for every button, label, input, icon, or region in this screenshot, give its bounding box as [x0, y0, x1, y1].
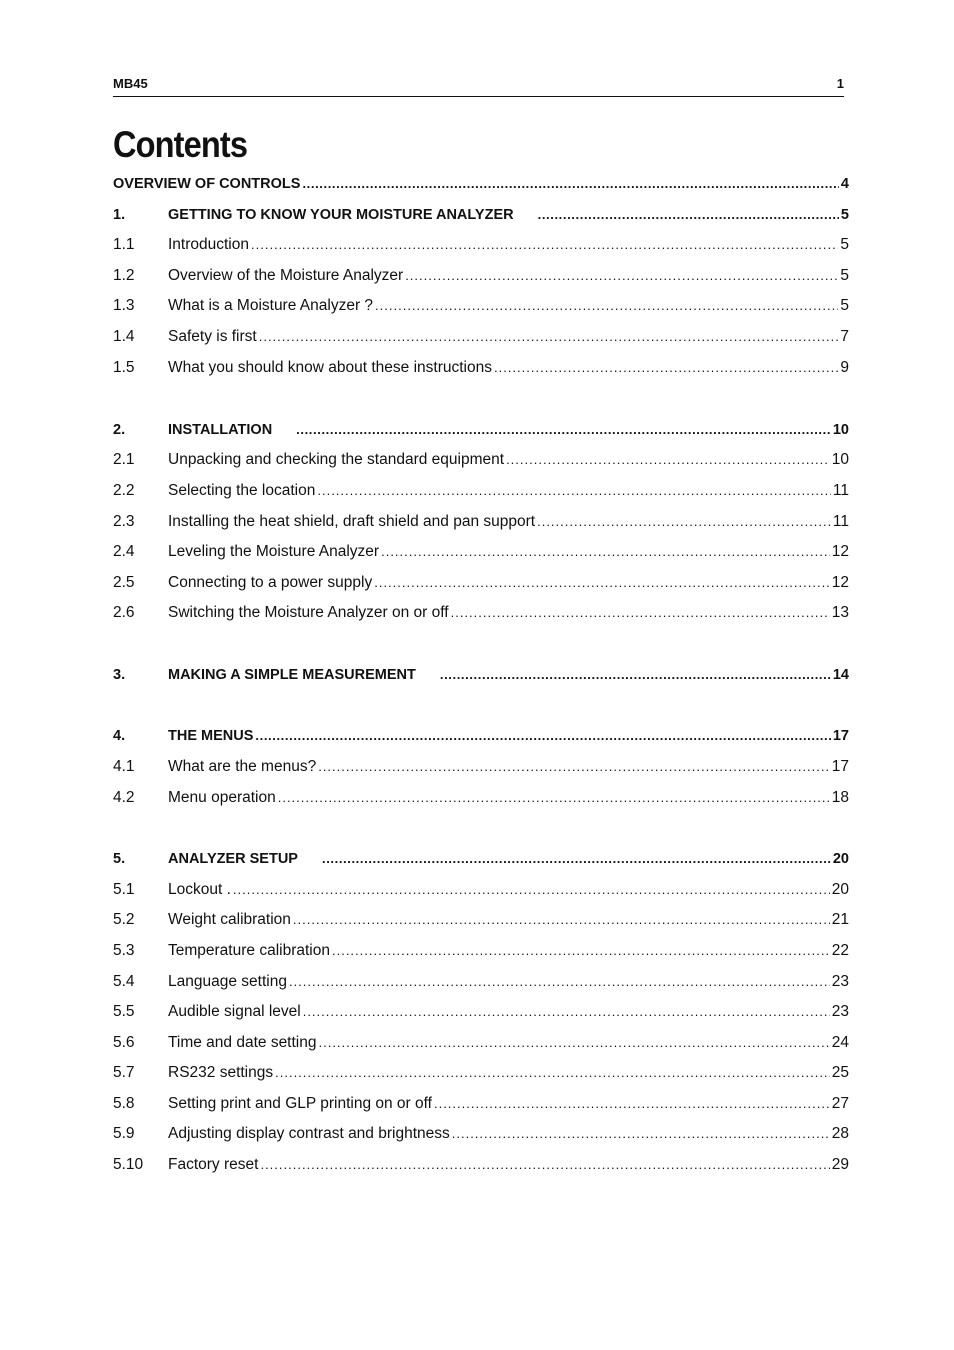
toc-dot-leader: [434, 1094, 830, 1114]
page-title: Contents: [113, 124, 248, 165]
toc-entry-title: ANALYZER SETUP: [168, 851, 298, 867]
toc-entry-number: 2.4: [113, 543, 135, 560]
toc-entry-title: Audible signal level: [168, 1003, 301, 1020]
toc-entry-title: Introduction: [168, 236, 249, 253]
toc-dot-leader: [452, 1124, 830, 1144]
doc-code: MB45: [113, 76, 148, 91]
toc-dot-leader: [318, 1033, 829, 1053]
toc-entry-number: 2.: [113, 422, 126, 438]
toc-dot-leader: [296, 420, 831, 440]
toc-entry-title: Language setting: [168, 973, 287, 990]
toc-entry-number: 1.4: [113, 328, 135, 345]
toc-dot-leader: [506, 450, 830, 470]
toc-entry-title: Time and date setting: [168, 1034, 317, 1051]
toc-entry-number: 1.1: [113, 236, 135, 253]
toc-entry-page: 28: [831, 1125, 849, 1142]
toc-entry-number: 5.5: [113, 1003, 135, 1020]
toc-dot-leader: [538, 205, 839, 225]
toc-entry-title: Weight calibration: [168, 911, 291, 928]
toc-entry[interactable]: [113, 937, 849, 961]
toc-entry[interactable]: [113, 599, 849, 623]
toc-entry-page: 5: [840, 236, 849, 253]
toc-entry-number: 1.5: [113, 359, 135, 376]
toc-entry[interactable]: [113, 661, 849, 685]
toc-dot-leader: [302, 174, 838, 194]
toc-entry-page: 27: [831, 1095, 849, 1112]
toc-dot-leader: [318, 757, 830, 777]
page-number: 1: [836, 76, 844, 91]
toc-entry-page: 5: [840, 207, 849, 223]
toc-entry-title: Temperature calibration: [168, 942, 330, 959]
toc-entry[interactable]: [113, 753, 849, 777]
toc-dot-leader: [494, 358, 838, 378]
toc-dot-leader: [251, 235, 838, 255]
toc-dot-leader: [303, 1002, 830, 1022]
toc-entry-page: 13: [831, 604, 849, 621]
toc-entry-number: 5.4: [113, 973, 135, 990]
toc-dot-leader: [275, 1063, 830, 1083]
page-header: [113, 76, 844, 97]
toc-entry[interactable]: [113, 446, 849, 470]
toc-entry[interactable]: [113, 998, 849, 1022]
toc-entry-title: What is a Moisture Analyzer ?: [168, 297, 374, 314]
toc-entry-title: Selecting the location: [168, 482, 316, 499]
toc-entry-title: Safety is first: [168, 328, 257, 345]
toc-entry[interactable]: [113, 876, 849, 900]
toc-entry-title: Lockout .: [168, 881, 231, 898]
toc-entry[interactable]: [113, 292, 849, 316]
toc-entry-page: 23: [831, 973, 849, 990]
toc-entry-number: 1.: [113, 207, 126, 223]
toc-dot-leader: [259, 327, 839, 347]
toc-entry[interactable]: [113, 416, 849, 440]
toc-entry-title: Leveling the Moisture Analyzer: [168, 543, 380, 560]
toc-dot-leader: [374, 573, 830, 593]
toc-entry-title: Overview of the Moisture Analyzer: [168, 267, 404, 284]
toc-entry-page: 29: [831, 1156, 849, 1173]
toc-entry-page: 10: [831, 451, 849, 468]
toc-dot-leader: [278, 788, 830, 808]
toc-entry[interactable]: [113, 1151, 849, 1175]
toc-dot-leader: [255, 726, 830, 746]
toc-entry-number: 4.1: [113, 758, 135, 775]
toc-dot-leader: [537, 512, 831, 532]
toc-entry-number: 5.: [113, 851, 126, 867]
toc-entry-number: 5.2: [113, 911, 135, 928]
toc-dot-leader: [317, 481, 831, 501]
toc-entry[interactable]: [113, 1120, 849, 1144]
toc-dot-leader: [440, 665, 831, 685]
toc-entry[interactable]: [113, 201, 849, 225]
toc-entry-title: Setting print and GLP printing on or off: [168, 1095, 432, 1112]
toc-entry-number: 1.3: [113, 297, 135, 314]
toc-entry-number: 5.7: [113, 1064, 135, 1081]
toc-entry-page: 17: [831, 758, 849, 775]
toc-entry[interactable]: [113, 477, 849, 501]
toc-entry-page: 25: [831, 1064, 849, 1081]
toc-dot-leader: [451, 603, 830, 623]
toc-entry[interactable]: [113, 1029, 849, 1053]
toc-entry-number: 4.: [113, 728, 126, 744]
toc-entry-title: THE MENUS: [168, 728, 254, 744]
toc-entry-title: Menu operation: [168, 789, 276, 806]
toc-entry-page: 12: [831, 574, 849, 591]
toc-entry-number: 2.3: [113, 513, 135, 530]
toc-entry-number: 2.5: [113, 574, 135, 591]
toc-entry-title: Switching the Moisture Analyzer on or off: [168, 604, 449, 621]
toc-entry[interactable]: [113, 569, 849, 593]
toc-entry-page: 10: [832, 422, 849, 438]
toc-entry-title: Connecting to a power supply: [168, 574, 373, 591]
toc-entry-number: 5.6: [113, 1034, 135, 1051]
toc-entry-page: 11: [832, 513, 849, 530]
toc-entry-title: What are the menus?: [168, 758, 317, 775]
toc-entry[interactable]: [113, 354, 849, 378]
toc-entry-title: Unpacking and checking the standard equipment: [168, 451, 505, 468]
toc-dot-leader: [405, 266, 838, 286]
toc-entry-page: 22: [831, 942, 849, 959]
toc-entry[interactable]: [113, 262, 849, 286]
toc-entry-number: 5.3: [113, 942, 135, 959]
toc-entry[interactable]: [113, 784, 849, 808]
toc-entry-title: GETTING TO KNOW YOUR MOISTURE ANALYZER: [168, 207, 514, 223]
toc-entry-title: MAKING A SIMPLE MEASUREMENT: [168, 667, 416, 683]
toc-entry[interactable]: [113, 906, 849, 930]
toc-entry[interactable]: [113, 722, 849, 746]
toc-entry-title: RS232 settings: [168, 1064, 274, 1081]
toc-entry-title: OVERVIEW OF CONTROLS: [113, 176, 301, 192]
toc-dot-leader: [289, 972, 830, 992]
toc-entry-number: 3.: [113, 667, 126, 683]
toc-entry-title: INSTALLATION: [168, 422, 273, 438]
toc-entry-number: 5.8: [113, 1095, 135, 1112]
toc-entry[interactable]: [113, 1090, 849, 1114]
toc-entry-number: 4.2: [113, 789, 135, 806]
toc-entry-number: 5.9: [113, 1125, 135, 1142]
toc-entry-page: 4: [840, 176, 849, 192]
toc-entry[interactable]: [113, 508, 849, 532]
toc-entry-page: 18: [831, 789, 849, 806]
toc-entry[interactable]: [113, 231, 849, 255]
toc-entry-title: Installing the heat shield, draft shield and pan support: [168, 513, 536, 530]
toc-entry-page: 20: [831, 881, 849, 898]
toc-entry[interactable]: [113, 1059, 849, 1083]
toc-entry-number: 5.10: [113, 1156, 144, 1173]
toc-entry-number: 1.2: [113, 267, 135, 284]
toc-dot-leader: [381, 542, 830, 562]
toc-entry-page: 11: [832, 482, 849, 499]
toc-dot-leader: [233, 880, 830, 900]
toc-entry-number: 2.1: [113, 451, 135, 468]
toc-entry[interactable]: [113, 323, 849, 347]
toc-entry-page: 17: [832, 728, 849, 744]
toc-entry-number: 2.2: [113, 482, 135, 499]
toc-entry[interactable]: [113, 538, 849, 562]
toc-dot-leader: [332, 941, 830, 961]
toc-entry-page: 5: [840, 297, 849, 314]
toc-entry-number: 5.1: [113, 881, 135, 898]
toc-entry-number: 2.6: [113, 604, 135, 621]
toc-entry-title: What you should know about these instructions: [168, 359, 492, 376]
toc-entry-page: 5: [840, 267, 849, 284]
toc-entry[interactable]: [113, 968, 849, 992]
toc-entry-page: 24: [831, 1034, 849, 1051]
toc-entry-page: 23: [831, 1003, 849, 1020]
toc-entry-title: Adjusting display contrast and brightness: [168, 1125, 450, 1142]
toc-entry[interactable]: [113, 845, 849, 869]
toc-entry-page: 20: [832, 851, 849, 867]
toc-entry[interactable]: [113, 170, 849, 194]
toc-entry-page: 14: [832, 667, 849, 683]
toc-dot-leader: [375, 296, 838, 316]
toc-entry-page: 7: [840, 328, 849, 345]
toc-entry-page: 21: [831, 911, 849, 928]
toc-dot-leader: [293, 910, 830, 930]
toc-dot-leader: [322, 849, 831, 869]
toc-dot-leader: [260, 1155, 829, 1175]
toc-entry-page: 9: [840, 359, 849, 376]
toc-entry-page: 12: [831, 543, 849, 560]
toc-entry-title: Factory reset: [168, 1156, 259, 1173]
